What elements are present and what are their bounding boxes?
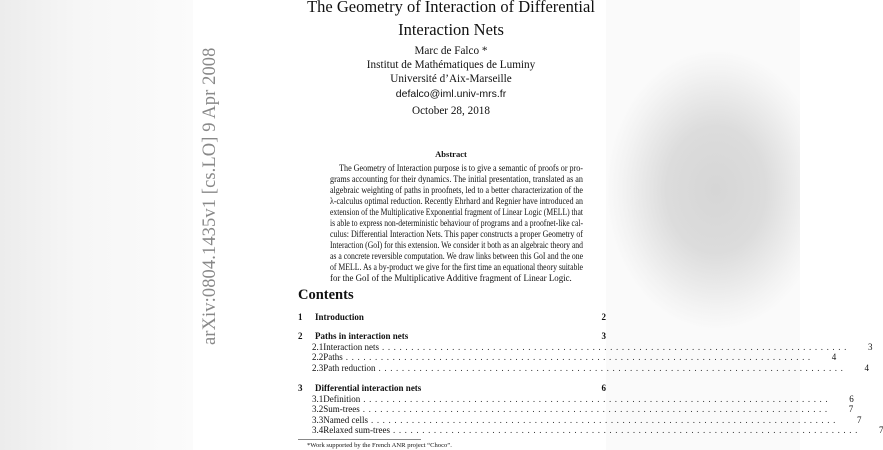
contents-heading: Contents <box>298 287 354 303</box>
toc-entry-number: 1 <box>298 312 303 322</box>
toc-entry-label: Paths <box>323 352 343 362</box>
toc-entry-page: 2 <box>601 312 606 322</box>
abstract-line: culus: Differential Interaction Nets. This paper constructs a proper Geometry of <box>330 228 583 239</box>
toc-entry-number: 2 <box>298 331 303 341</box>
toc-entry-label: Relaxed sum-trees <box>323 425 390 435</box>
toc-entry-number: 3.4 <box>312 425 324 435</box>
abstract-line: The Geometry of Interaction purpose is to give a semantic of proofs or pro- <box>339 163 583 173</box>
toc-dot-leader: ................................................................................ <box>370 415 839 425</box>
toc-entry-label: Path reduction <box>323 363 376 373</box>
arxiv-stamp: arXiv:0804.1435v1 [cs.LO] 9 Apr 2008 <box>200 47 220 345</box>
toc-entry-page: 7 <box>856 415 862 425</box>
toc-entry-label: Sum-trees <box>323 404 360 414</box>
blurred-background-left <box>0 0 193 450</box>
abstract-line: of MELL. As a by-product we give for the first time an equational theory suitable <box>330 261 583 272</box>
toc-entry-number: 2.2 <box>312 352 324 362</box>
abstract-line: for the GoI of the Multiplicative Additive fragment of Linear Logic. <box>330 272 572 283</box>
toc-entry-page: 6 <box>849 394 854 404</box>
affiliation-university: Université d’Aix-Marseille <box>390 73 512 85</box>
abstract-line: Interaction (GoI) for this extension. We consider it both as an algebraic theory and <box>330 239 583 250</box>
toc-entry[interactable] <box>298 425 883 436</box>
toc-entry-page: 6 <box>601 383 606 393</box>
toc-entry-page: 3 <box>601 331 606 341</box>
toc-entry-label: Differential interaction nets <box>315 383 422 393</box>
toc-entry-label: Interaction nets <box>323 342 379 352</box>
author-email: defalco@iml.univ-mrs.fr <box>395 88 507 100</box>
toc-dot-leader: ................................................................................ <box>392 425 861 435</box>
footnote: *Work supported by the French ANR project “Choco”. <box>307 442 452 449</box>
toc-entry-number: 3.1 <box>312 394 324 404</box>
toc-entry-number: 3.2 <box>312 404 324 414</box>
toc-dot-leader: ................................................................................ <box>362 404 831 414</box>
toc-entry[interactable] <box>298 312 606 323</box>
toc-entry-page: 4 <box>831 352 837 362</box>
abstract-line: is able to express non-deterministic behaviour of programs and a proofnet-like cal- <box>330 217 583 228</box>
abstract-heading: Abstract <box>435 149 467 159</box>
toc-entry-number: 2.3 <box>312 363 324 373</box>
toc-entry-number: 2.1 <box>312 342 324 352</box>
abstract-line: as a concrete reversible computation. We draw links between this GoI and the one <box>330 250 583 261</box>
toc-entry[interactable] <box>298 352 837 363</box>
toc-entry[interactable] <box>298 383 606 394</box>
toc-dot-leader: ................................................................................ <box>363 394 832 404</box>
toc-dot-leader: ................................................................................ <box>378 363 847 373</box>
paper-date: October 28, 2018 <box>412 105 490 117</box>
affiliation-institute: Institut de Mathématiques de Luminy <box>366 59 536 71</box>
abstract-line: λ-calculus optimal reduction. Recently Ehrhard and Regnier have introduced an <box>330 195 583 206</box>
toc-entry-page: 3 <box>867 342 873 352</box>
toc-entry-page: 7 <box>878 425 883 435</box>
toc-entry-label: Paths in interaction nets <box>315 331 409 341</box>
toc-entry[interactable] <box>298 363 869 374</box>
paper-title-line-1: The Geometry of Interaction of Differential <box>307 0 595 16</box>
paper-title-line-2: Interaction Nets <box>398 20 504 39</box>
abstract-line: extension of the Multiplicative Exponential fragment of Linear Logic (MELL) that <box>330 206 583 217</box>
toc-entry-label: Introduction <box>315 312 364 322</box>
author-name: Marc de Falco * <box>414 45 488 57</box>
abstract-line: grams accounting for their dynamics. The initial presentation, translated as an <box>330 173 583 184</box>
toc-entry-label: Definition <box>323 394 361 404</box>
toc-entry-number: 3 <box>298 383 303 393</box>
footnote-rule <box>298 439 421 440</box>
toc-entry-page: 4 <box>864 363 869 373</box>
toc-dot-leader: ................................................................................ <box>345 352 814 362</box>
abstract-line: algebraic weighting of paths in proofnets, led to a better characterization of the <box>330 184 583 195</box>
toc-entry-label: Named cells <box>323 415 368 425</box>
toc-entry[interactable] <box>298 331 606 342</box>
toc-dot-leader: ................................................................................ <box>381 342 850 352</box>
abstract-body <box>330 163 583 283</box>
toc-entry[interactable] <box>298 404 854 415</box>
toc-entry-number: 3.3 <box>312 415 324 425</box>
toc-entry-page: 7 <box>848 404 854 414</box>
